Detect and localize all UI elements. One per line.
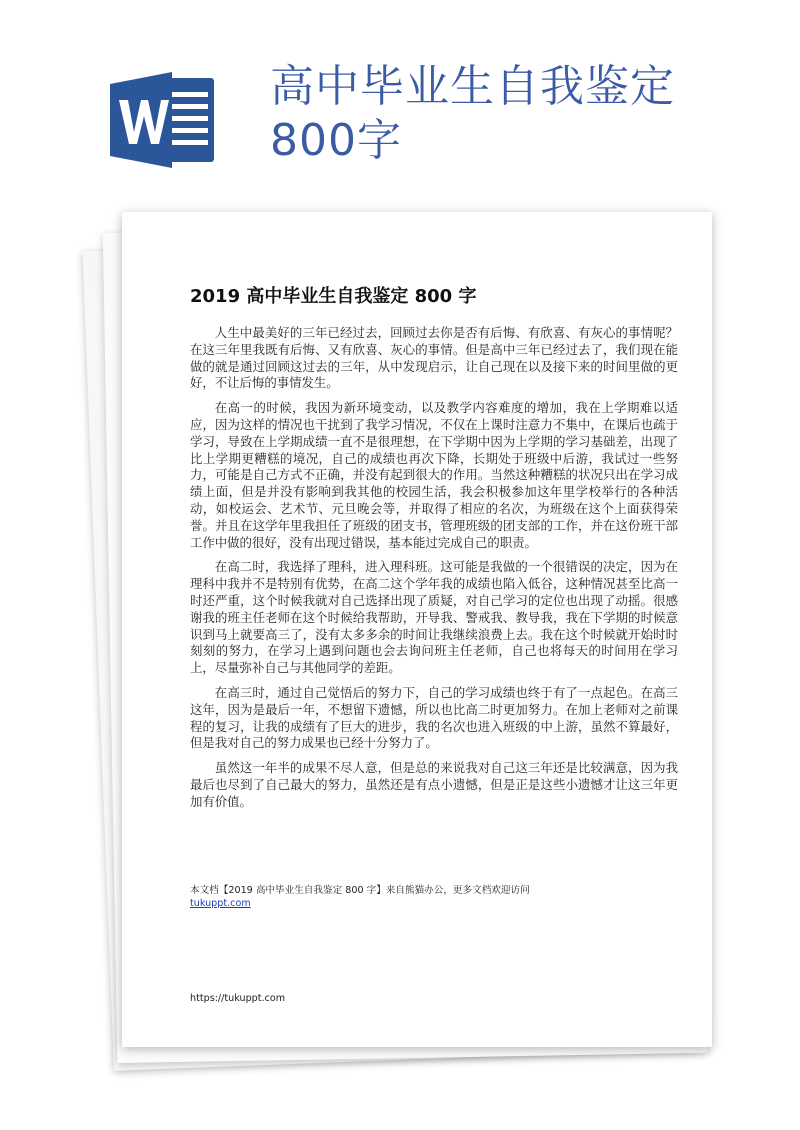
word-icon: [110, 70, 220, 170]
page-title: 高中毕业生自我鉴定800字: [270, 61, 675, 166]
footer-note: 本文档【2019 高中毕业生自我鉴定 800 字】来自熊猫办公，更多文档欢迎访问: [190, 885, 530, 896]
paragraph-conclusion: 虽然这一年半的成果不尽人意，但是总的来说我对自己这三年还是比较满意，因为我最后也尽到了自己最大的努力，虽然还是有点小遗憾，但是正是这些小遗憾才让这三年更加有价值。: [190, 760, 678, 809]
document-url: https://tukuppt.com: [190, 993, 286, 1004]
footer-link[interactable]: tukuppt.com: [190, 898, 251, 909]
paragraph-grade-two: 在高二时，我选择了理科，进入理科班。这可能是我做的一个很错误的决定，因为在理科中我并不是特别有优势，在高二这个学年我的成绩也陷入低谷，这种情况甚至比高一时还严重，这个时候我就对自己选择出现了质疑，对自己学习的定位也出现了动摇。很感谢我的班主任老师在这个时候给我帮助，开导我、警戒我、教导我，我在下学期的时候意识到马上就要高三了，没有太多多余的时间让我继续浪费上去。我在这个时候就开始时时刻刻的努力，在学习上遇到问题也会去询问班主任老师，自己也将每天的时间用在学习上，尽量弥补自己与其他同学的差距。: [190, 559, 678, 676]
document-body: [190, 325, 678, 819]
document-footer: [190, 884, 680, 910]
page-header: [0, 0, 800, 200]
paragraph-intro: 人生中最美好的三年已经过去，回顾过去你是否有后悔、有欣喜、有灰心的事情呢？在这三年里我既有后悔、又有欣喜、灰心的事情。但是高中三年已经过去了，我们现在能做的就是通过回顾这过去的三年，从中发现启示，让自己现在以及接下来的时间里做的更好，不让后悔的事情发生。: [190, 325, 678, 391]
paragraph-grade-three: 在高三时，通过自己觉悟后的努力下，自己的学习成绩也终于有了一点起色。在高三这年，因为是最后一年，不想留下遗憾，所以也比高二时更加努力。在加上老师对之前课程的复习，让我的成绩有了巨大的进步，我的名次也进入班级的中上游，虽然不算最好，但是我对自己的努力成果也已经十分努力了。: [190, 684, 678, 751]
document-title: 2019 高中毕业生自我鉴定 800 字: [190, 286, 477, 307]
paragraph-grade-one: 在高一的时候，我因为新环境变动，以及教学内容难度的增加，我在上学期难以适应，因为这样的情况也干扰到了我学习情况，不仅在上课时注意力不集中，在课后也疏于学习，导致在上学期成绩一直不是很理想，在下学期中因为上学期的学习基础差，出现了比上学期更糟糕的境况，自己的成绩也再次下降，长期处于班级中后游，我试过一些努力，可能是自己方式不正确，并没有起到很大的作用。当然这种糟糕的状况只出在学习成绩上面，但是并没有影响到我其他的校园生活，我会积极参加这年里学校举行的各种活动，如校运会、艺术节、元旦晚会等，并取得了相应的名次，为班级在这个上面获得荣誉。并且在这学年里我担任了班级的团支书，管理班级的团支部的工作，并在这份班干部工作中做的很好，没有出现过错误，基本能过完成自己的职责。: [190, 400, 678, 550]
